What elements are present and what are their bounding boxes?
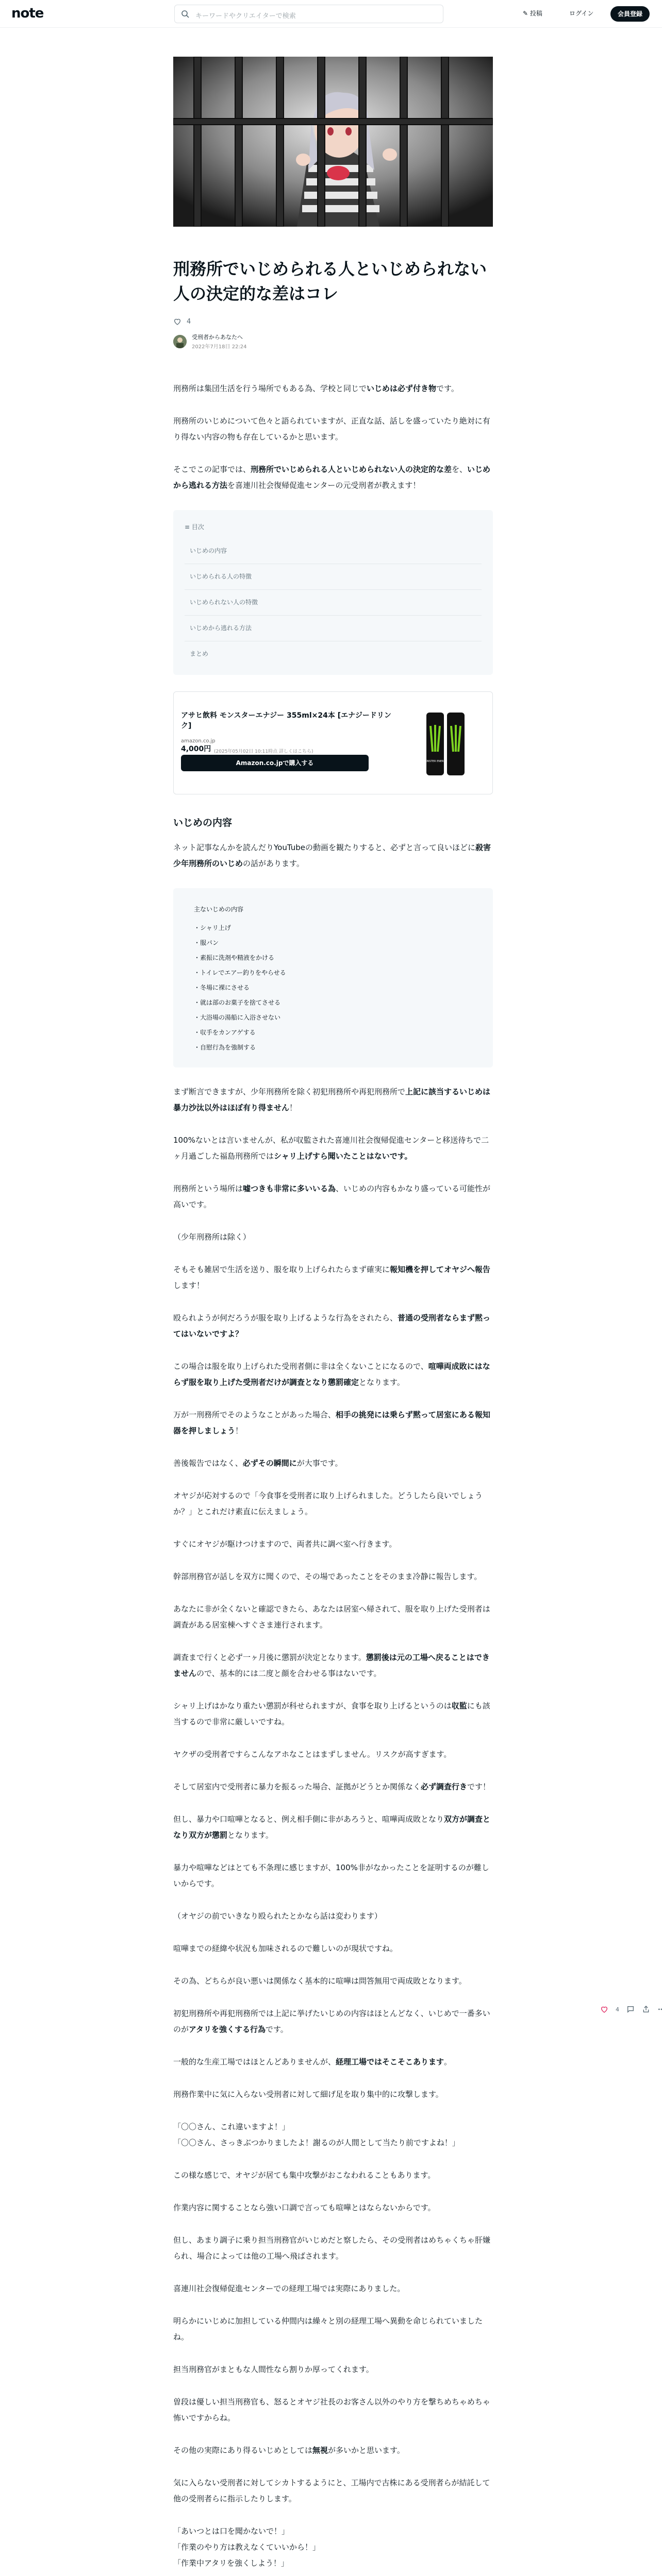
- list-item: ・素振に洗剤や精液をかける: [194, 954, 275, 961]
- text: の話があります。: [243, 859, 304, 868]
- price-note: (2025年05月02日 10:11時点 詳しくはこちら): [214, 749, 313, 754]
- paragraph: [173, 2087, 493, 2103]
- list-item: ・就は部のお菓子を捨てさせる: [194, 999, 281, 1006]
- bold-text: いじめから逃れる方法: [173, 465, 491, 490]
- bold-text: 殺害少年刑務所のいじめ: [173, 843, 491, 868]
- text: そこでこの記事では、: [173, 465, 251, 474]
- amazon-buy-button[interactable]: Amazon.co.jpで購入する: [181, 755, 369, 771]
- more-icon[interactable]: [657, 2005, 662, 2013]
- paragraph: [173, 2523, 493, 2571]
- text: ！: [235, 1426, 243, 1435]
- paragraph: [173, 1747, 493, 1762]
- text: ネット記事なんかを読んだりYouTubeの動画を観たりすると、必ずと言って良いほどに: [173, 843, 475, 852]
- text: すぐにオヤジが駆けつけますので、両者共に調べ室へ行きます。: [173, 1539, 397, 1549]
- text: 暴力や喧嘩などはとても不条理に感じますが、100%非がなかったことを証明するのが難しいからです。: [173, 1863, 489, 1888]
- text: まず断言できますが、少年刑務所を除く初犯刑務所や再犯刑務所で: [173, 1087, 406, 1096]
- text: その為、どちらが良い悪いは関係なく基本的に喧嘩は問答無用で両成敗となります。: [173, 1976, 467, 1986]
- text: （少年刑務所は除く）: [173, 1232, 251, 1242]
- like-count[interactable]: 4: [187, 317, 191, 326]
- text: 刑務所という場所は: [173, 1184, 243, 1193]
- bold-text: 上記に該当するいじめは暴力沙汰以外はほぼ有り得ません: [173, 1087, 491, 1112]
- bold-text: 必ず調査行き: [421, 1782, 468, 1791]
- paragraph: [173, 381, 493, 397]
- comment-icon[interactable]: [626, 2005, 635, 2013]
- text: 「作業のやり方は教えなくていいから！」: [173, 2543, 321, 2552]
- paragraph: [173, 1407, 493, 1439]
- text: 殴られようが何だろうが服を取り上げるような行為をされたら、: [173, 1313, 398, 1323]
- paragraph: [173, 2475, 493, 2507]
- pen-icon: ✎: [523, 10, 528, 17]
- paragraph: [173, 2119, 493, 2151]
- login-button[interactable]: ログイン: [569, 10, 594, 17]
- text: ので、基本的には二度と顔を合わせる事はないです。: [196, 1669, 382, 1678]
- paragraph: [173, 1181, 493, 1213]
- text: 作業内容に関することなら強い口調で言っても喧嘩とはならないからです。: [173, 2203, 436, 2212]
- text: が大事です。: [296, 1459, 343, 1468]
- text: です。: [436, 384, 459, 393]
- bold-text: 報知機を押してオヤジへ報告: [390, 1265, 490, 1274]
- side-heart-icon[interactable]: [600, 2005, 608, 2013]
- text: します！: [173, 1281, 205, 1290]
- paragraph: [173, 2200, 493, 2216]
- text: 、いじめの内容もかなり盛っている可能性が高いです。: [173, 1184, 491, 1209]
- share-icon[interactable]: [642, 2005, 650, 2013]
- paragraph: [173, 1779, 493, 1795]
- heart-icon[interactable]: [173, 317, 181, 326]
- text: 100%ないとは言いませんが、私が収監された喜連川社会復帰促進センターと移送待ちで二ヶ月過ごした福島刑務所では: [173, 1136, 489, 1161]
- toc-item[interactable]: まとめ: [190, 650, 209, 657]
- text: 気に入らない受刑者に対してシカトするようにと、工場内で古株にある受刑者らが結託して他の受刑者らに指示したりします。: [173, 2478, 490, 2503]
- hero-image: [173, 57, 493, 227]
- search-placeholder[interactable]: キーワードやクリエイターで検索: [195, 12, 296, 20]
- bold-text: 必ずその瞬間に: [242, 1459, 297, 1468]
- paragraph: [173, 2394, 493, 2426]
- text: この場合は服を取り上げられた受刑者側に非は全くないことになるので、: [173, 1362, 428, 1371]
- section1-intro: [173, 840, 493, 872]
- text: そもそも雑居で生活を送り、服を取り上げられたらまず確実に: [173, 1265, 390, 1274]
- text: を喜連川社会復帰促進センターの元受刑者が教えます！: [227, 481, 421, 490]
- bold-text: アタリを強くする行為: [189, 2025, 266, 2034]
- paragraph: [173, 1908, 493, 1924]
- bold-text: 刑務所でいじめられる人といじめられない人の決定的な差: [251, 465, 452, 474]
- text: にも該当するので非常に厳しいですね。: [173, 1701, 490, 1726]
- text: を、: [452, 465, 468, 474]
- section-heading: いじめの内容: [173, 817, 233, 828]
- product-price: 4,000円: [181, 745, 211, 753]
- post-label: 投稿: [529, 10, 542, 17]
- paragraph: [173, 2232, 493, 2264]
- text: 喧嘩までの経緯や状況も加味されるので難しいのが現状ですね。: [173, 1944, 398, 1953]
- paragraph: [173, 1860, 493, 1892]
- text: 刑務所のいじめについて色々と語られていますが、正直な話、話しを盛っていたり絶対に有り得ない内容の物も存在しているかと思います。: [173, 416, 490, 442]
- product-image[interactable]: [417, 710, 474, 777]
- text: オヤジが応対するので「今食事を受刑者に取り上げられました。どうしたら良いでしょうか？」とこれだけ素直に伝えましょう。: [173, 1491, 483, 1516]
- paragraph: [173, 1973, 493, 1989]
- paragraph: [173, 1811, 493, 1843]
- bold-text: 普通の受刑者ならまず黙ってはいないですよ？: [173, 1313, 491, 1338]
- toc-item[interactable]: いじめから逃れる方法: [185, 616, 482, 641]
- toc-item[interactable]: いじめられない人の特徴: [185, 590, 482, 616]
- list-heading: 主ないじめの内容: [194, 906, 244, 913]
- paragraph: [173, 1262, 493, 1294]
- paragraph: [173, 1359, 493, 1391]
- paragraph: [173, 2362, 493, 2378]
- paragraph: [173, 1569, 493, 1585]
- paragraph: [173, 1455, 493, 1471]
- text: 担当刑務官がまともな人間性なら割りか厚ってくれます。: [173, 2365, 374, 2374]
- publish-date: 2022年7月18日 22:24: [192, 344, 247, 350]
- text: この様な感じで、オヤジが居ても集中攻撃がおこなわれることもあります。: [173, 2171, 436, 2180]
- text: 「作業中アタリを強くしよう！」: [173, 2558, 289, 2568]
- bold-text: 嘘つきも非常に多いいる為: [243, 1184, 336, 1193]
- text: 明らかにいじめに加担している仲間内は繰々と別の経理工場へ異動を命じられていましたね。: [173, 2316, 483, 2342]
- article-title: 刑務所でいじめられる人といじめられない人の決定的な差はコレ: [173, 259, 487, 303]
- paragraph: [173, 1229, 493, 1245]
- amazon-product-card[interactable]: [173, 691, 493, 794]
- side-actions: [600, 2005, 662, 2013]
- search-box[interactable]: [174, 5, 443, 23]
- text: 初犯刑務所や再犯刑務所では上記に挙げたいじめの内容はほとんどなく、いじめで一番多いのが: [173, 2009, 490, 2034]
- paragraph: [173, 413, 493, 445]
- text: シャリ上げはかなり重たい懲罰が科せられますが、食事を取り上げるというのは: [173, 1701, 452, 1710]
- list-item: ・トイレでエアー釣りをやらせる: [194, 969, 286, 976]
- bold-text: 喧嘩両成敗にはならず服を取り上げた受刑者だけが調査となり懲罰確定: [173, 1362, 490, 1387]
- product-store: amazon.co.jp: [181, 738, 216, 744]
- text: 万が一刑務所でそのようなことがあった場合、: [173, 1410, 336, 1419]
- paragraph: [173, 1601, 493, 1633]
- text: そして居室内で受刑者に暴力を振るった場合、証拠がどうとか関係なく: [173, 1782, 421, 1791]
- bold-text: 収監: [451, 1701, 467, 1710]
- product-title[interactable]: アサヒ飲料 モンスターエナジー 355ml×24本 [エナジードリンク]: [181, 711, 391, 730]
- like-area: [173, 317, 493, 326]
- paragraph: [173, 2167, 493, 2183]
- article: [173, 257, 493, 2576]
- paragraph: [173, 840, 493, 872]
- text: 。: [444, 2057, 452, 2066]
- paragraph: [173, 2443, 493, 2459]
- paragraph: [173, 2281, 493, 2297]
- intro-section: [173, 381, 493, 494]
- list-item: ・冬場に裸にさせる: [194, 984, 250, 991]
- text: 「〇〇さん、さっきぶつかりましたよ！謝るのが人間として当たり前ですよね！」: [173, 2138, 460, 2147]
- text: 但し、暴力や口喧嘩となると、例え相手側に非があろうと、喧嘩両成敗となり: [173, 1815, 444, 1824]
- bold-text: 懲罰後は元の工場へ戻ることはできません: [173, 1653, 490, 1678]
- paragraph: [173, 1650, 493, 1682]
- text: 幹部刑務官が話しを双方に聞くので、その場であったことをそのまま冷静に報告します。: [173, 1572, 482, 1581]
- paragraph: [173, 1536, 493, 1552]
- post-button[interactable]: [523, 9, 542, 18]
- list-item: ・大浴場の湯船に入浴させない: [194, 1014, 281, 1021]
- bold-text: 無視: [312, 2446, 328, 2455]
- toc-heading[interactable]: ≡ 目次: [185, 523, 204, 531]
- text: ヤクザの受刑者ですらこんなアホなことはまずしません。リスクが高すぎます。: [173, 1750, 452, 1759]
- paragraph: [173, 1084, 493, 1116]
- bold-text: 相手の挑発には乗らず黙って居室にある報知器を押しましょう: [173, 1410, 490, 1435]
- text: ！: [289, 1103, 297, 1112]
- text: 一般的な生産工場ではほとんどありませんが、: [173, 2057, 336, 2066]
- bullying-list-box: [173, 888, 493, 1067]
- site-header: [0, 0, 662, 28]
- can-label: MONSTER ENERGY: [423, 760, 448, 763]
- article-body: [173, 381, 493, 2576]
- text: （オヤジの前でいきなり殴られたとかなら話は変わります）: [173, 1911, 382, 1921]
- bold-text: 双方が調査となり双方が懲罰: [173, 1815, 491, 1840]
- paragraph: [173, 2313, 493, 2345]
- list-item: ・服パン: [194, 939, 219, 946]
- text: 「あいつとは口を聞かないで！」: [173, 2527, 290, 2536]
- text: あなたに非が全くないと確認できたら、あなたは居室へ帰されて、服を取り上げた受刑者は調査がある居室棟へすぐさま連行されます。: [173, 1604, 490, 1630]
- text: となります。: [359, 1378, 405, 1387]
- toc-item[interactable]: いじめられる人の特徴: [185, 564, 482, 590]
- text: 刑務所は集団生活を行う場所でもある為、学校と同じで: [173, 384, 367, 393]
- toc-icon: ≡: [185, 523, 192, 531]
- text: 曽段は優しい担当刑務官も、怒るとオヤジ社長のお客さん以外のやり方を撃ちめちゃめちゃ怖いですからね。: [173, 2397, 490, 2422]
- search-icon: [181, 10, 189, 18]
- text: が多いかと思います。: [328, 2446, 405, 2455]
- paragraph: [173, 1310, 493, 1342]
- text: 調査まで行くと必ず一ヶ月後に懲罰が決定となります。: [173, 1653, 366, 1662]
- paragraph: [173, 1941, 493, 1957]
- avatar[interactable]: [173, 335, 187, 348]
- body-paragraphs: [173, 1084, 493, 2576]
- author-name[interactable]: 受刑者からあなたへ: [192, 334, 243, 341]
- text: その他の実際にあり得るいじめとしては: [173, 2446, 313, 2455]
- text: 善後報告ではなく、: [173, 1459, 243, 1468]
- list-item: ・収手をカンアゲする: [194, 1029, 256, 1036]
- paragraph: [173, 2054, 493, 2070]
- paragraph: [173, 462, 493, 494]
- text: 刑務作業中に気に入らない受刑者に対して細げ足を取り集中的に攻撃します。: [173, 2090, 443, 2099]
- bold-text: 経理工場ではそこそこあります: [336, 2057, 444, 2066]
- bold-text: いじめは必ず付き物: [367, 384, 437, 393]
- note-logo[interactable]: note: [11, 6, 44, 21]
- paragraph: [173, 2006, 493, 2038]
- list-item: ・自慰行為を強制する: [194, 1044, 256, 1051]
- prison-bars-illustration: [173, 57, 493, 227]
- table-of-contents: [173, 510, 493, 675]
- paragraph: [173, 1698, 493, 1730]
- text: です。: [265, 2025, 288, 2034]
- paragraph: [173, 1488, 493, 1520]
- text: 「〇〇さん、これ違いますよ！」: [173, 2122, 290, 2131]
- text: となります。: [227, 1831, 273, 1840]
- side-like-count: 4: [616, 2006, 619, 2013]
- signup-button[interactable]: 会員登録: [610, 6, 650, 22]
- bold-text: シャリ上げすら聞いたことはないです。: [274, 1151, 412, 1161]
- paragraph: [173, 1132, 493, 1164]
- text: 但し、あまり調子に乗り担当刑務官がいじめだと察したら、その受刑者はめちゃくちゃ肝嫌られ、場合によっては他の工場へ飛ばされます。: [173, 2235, 491, 2261]
- author-block[interactable]: [173, 333, 493, 350]
- text: 喜連川社会復帰促進センターでの経理工場では実際にありました。: [173, 2284, 405, 2293]
- list-item: ・シャリ上げ: [194, 924, 231, 931]
- toc-item[interactable]: いじめの内容: [185, 538, 482, 564]
- text: です！: [467, 1782, 491, 1791]
